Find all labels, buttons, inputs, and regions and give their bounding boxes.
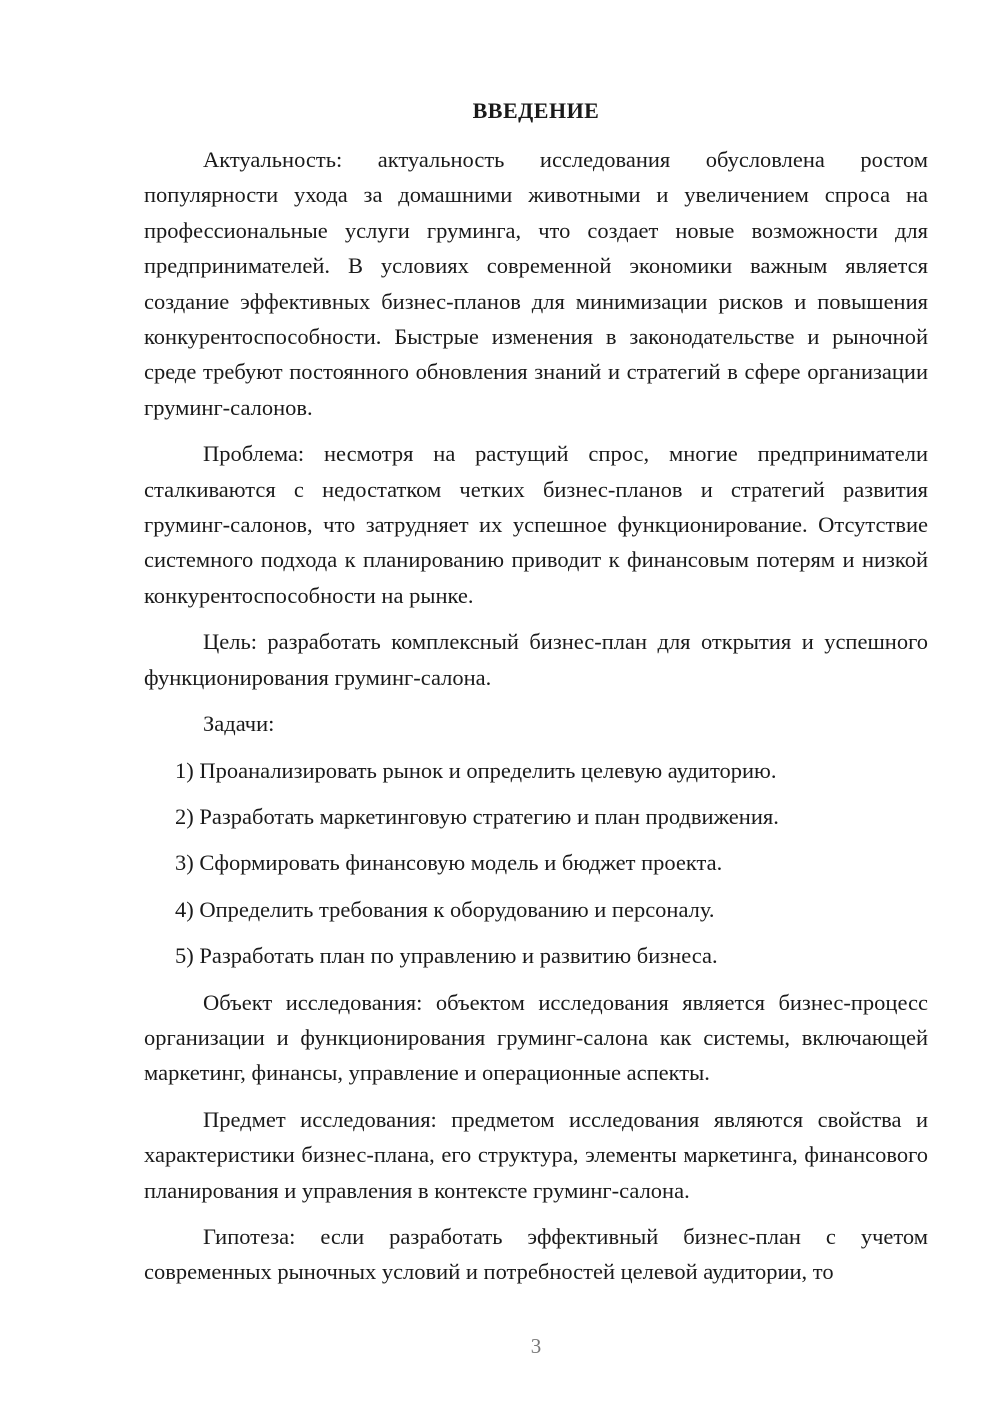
paragraph-hypothesis: Гипотеза: если разработать эффективный бизнес-план с учетом современных рыночных условий и потребностей целевой аудитории, то [144, 1223, 928, 1285]
paragraph-object: Объект исследования: объектом исследования является бизнес-процесс организации и функционирования груминг-салона как системы, включающей маркетинг, финансы, управление и операционные аспекты. [144, 989, 928, 1086]
page-number: 3 [530, 1334, 542, 1358]
section-title: ВВЕДЕНИЕ [472, 98, 600, 123]
paragraph-relevance: Актуальность: актуальность исследования обусловлена ростом популярности ухода за домашними животными и увеличением спроса на профессиональные услуги груминга, что создает новые возможности для предпринимателей. В условиях современной экономики важным является создание эффективных бизнес-планов для минимизации рисков и повышения конкурентоспособности. Быстрые изменения в законодательстве и рыночной среде требуют постоянного обновления знаний и стратегий в сфере организации груминг-салонов. [144, 147, 928, 420]
list-item: 1) Проанализировать рынок и определить целевую аудиторию. [175, 757, 777, 783]
list-item: 3) Сформировать финансовую модель и бюджет проекта. [175, 850, 723, 876]
paragraph-problem: Проблема: несмотря на растущий спрос, многие предприниматели сталкиваются с недостатком четких бизнес-планов и стратегий развития груминг-салонов, что затрудняет их успешное функционирование. Отсутствие системного подхода к планированию приводит к финансовым потерям и низкой конкурентоспособности на рынке. [144, 441, 928, 608]
paragraph-goal: Цель: разработать комплексный бизнес-план для открытия и успешного функционирования груминг-салона. [144, 629, 928, 690]
document-body [144, 142, 928, 1290]
list-item: 2) Разработать маркетинговую стратегию и план продвижения. [175, 803, 779, 829]
list-item: 4) Определить требования к оборудованию и персоналу. [175, 896, 715, 922]
tasks-heading: Задачи: [203, 711, 275, 737]
paragraph-subject: Предмет исследования: предметом исследования являются свойства и характеристики бизнес-плана, его структура, элементы маркетинга, финансового планирования и управления в контексте груминг-салона. [144, 1106, 928, 1203]
tasks-list [144, 753, 928, 974]
list-item: 5) Разработать план по управлению и развитию бизнеса. [175, 943, 718, 969]
